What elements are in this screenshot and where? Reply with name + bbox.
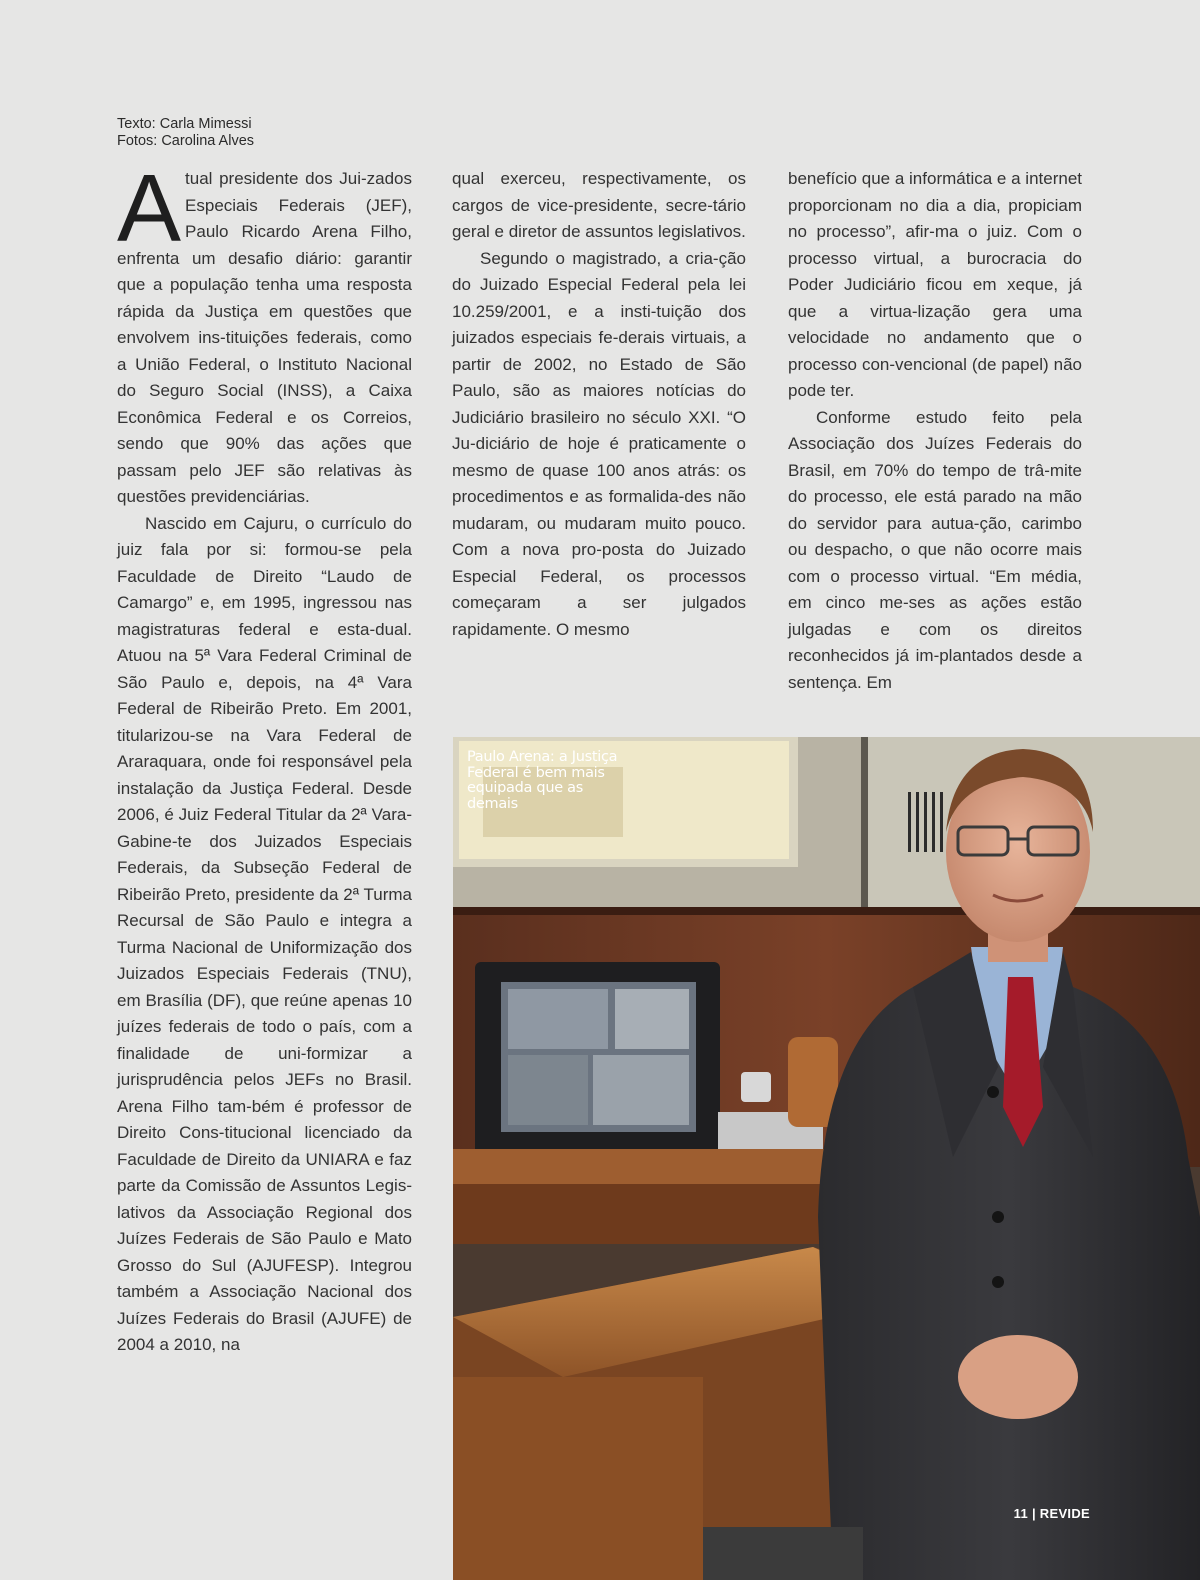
paragraph-text: tual presidente dos Jui-zados Especiais Federais (JEF), Paulo Ricardo Arena Filho, enfrenta um desafio diário: garantir que a população tenha uma resposta rápida da Justiça em questões que envolvem ins-tituições federais, como a União Federal, o Instituto Nacional do Seguro Social (INSS), a Caixa Econômica Federal e os Correios, sendo que 90% das ações que passam pelo JEF são relativas às questões previdenciárias. <box>117 169 412 506</box>
article-paragraph <box>117 155 412 511</box>
photo-credit-author: Carolina Alves <box>161 133 255 149</box>
article-column-2 <box>452 166 746 643</box>
footer-separator: | <box>1031 1506 1036 1521</box>
article-paragraph: benefício que a informática e a internet proporcionam no dia a dia, propiciam no processo”, afir-ma o juiz. Com o processo virtual, a burocracia do Poder Judiciário ficou em xeque, já que a virtua-lização gera uma velocidade no andamento que o processo con-vencional (de papel) não pode ter. <box>788 169 1082 400</box>
photo-caption: Paulo Arena: a Justiça Federal é bem mais equipada que as demais <box>467 749 618 812</box>
photo-credit-label: Fotos: <box>117 133 158 149</box>
photo-credit <box>117 133 254 150</box>
text-credit-author: Carla Mimessi <box>159 116 252 132</box>
article-paragraph: Conforme estudo feito pela Associação dos Juízes Federais do Brasil, em 70% do tempo de trâ-mite do processo, ele está parado na mão do servidor para autua-ção, carimbo ou despacho, o que não ocorre mais com o processo virtual. “Em média, em cinco me-ses as ações estão julgadas e com os direitos reconhecidos já im-plantados desde a sentença. Em <box>788 407 1082 692</box>
portrait-photo <box>453 737 1200 1580</box>
article-paragraph: Segundo o magistrado, a cria-ção do Juizado Especial Federal pela lei 10.259/2001, e a insti-tuição dos juizados especiais fe-derais virtuais, a partir de 2002, no Estado de São Paulo, são as maiores notícias do Judiciário brasileiro no século XXI. “O Ju-diciário de hoje é praticamente o mesmo de quase 100 anos atrás: os procedimentos e as formalida-des não mudaram, ou mudaram muito pouco. Com a nova pro-posta do Juizado Especial Federal, os processos começaram a ser julgados rapidamente. O mesmo <box>452 248 746 639</box>
page-footer <box>1014 1506 1090 1521</box>
credits <box>117 116 254 150</box>
text-credit <box>117 116 254 133</box>
article-column-1 <box>117 155 412 1359</box>
page-number: 11 <box>1013 1506 1029 1521</box>
magazine-name: REVIDE <box>1039 1506 1090 1521</box>
portrait-illustration <box>453 737 1200 1580</box>
article-paragraph: qual exerceu, respectivamente, os cargos de vice-presidente, secre-tário geral e diretor de assuntos legislativos. <box>452 169 746 241</box>
article-column-3 <box>788 166 1082 696</box>
text-credit-label: Texto: <box>117 116 156 132</box>
drop-cap: A <box>117 155 182 262</box>
article-paragraph: Nascido em Cajuru, o currículo do juiz fala por si: formou-se pela Faculdade de Direito “Laudo de Camargo” e, em 1995, ingressou nas magistraturas federal e esta-dual. Atuou na 5ª Vara Federal Criminal de São Paulo e, depois, na 4ª Vara Federal de Ribeirão Preto. Em 2001, titularizou-se na Vara Federal de Araraquara, onde foi responsável pela instalação da Justiça Federal. Desde 2006, é Juiz Federal Titular da 2ª Vara-Gabine-te dos Juizados Especiais Federais, da Subseção Federal de Ribeirão Preto, presidente da 2ª Turma Recursal de São Paulo e integra a Turma Nacional de Uniformização dos Juizados Especiais Federais (TNU), em Brasília (DF), que reúne apenas 10 juízes federais de todo o país, com a finalidade de uni-formizar a jurisprudência pelos JEFs no Brasil. Arena Filho tam-bém é professor de Direito Cons-titucional licenciado da Faculdade de Direito da UNIARA e faz parte da Comissão de Assuntos Legis-lativos da Associação Regional dos Juízes Federais de São Paulo e Mato Grosso do Sul (AJUFESP). Integrou também a Associação Nacional dos Juízes Federais do Brasil (AJUFE) de 2004 a 2010, na <box>117 513 412 1354</box>
